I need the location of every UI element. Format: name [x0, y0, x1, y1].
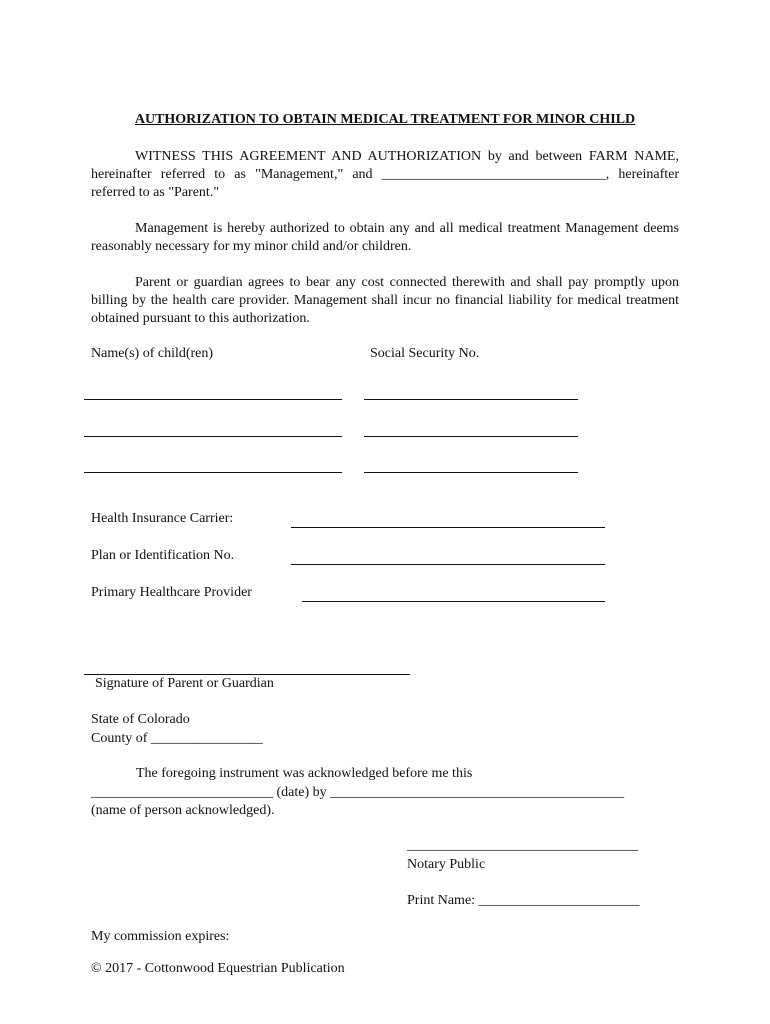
- ssn-line-3[interactable]: [364, 472, 578, 473]
- ssn-line-1[interactable]: [364, 399, 578, 400]
- ssn-label: Social Security No.: [370, 346, 480, 361]
- notary-signature-line: _________________________________: [407, 838, 638, 853]
- acknowledgment-line-3: (name of person acknowledged).: [91, 803, 275, 818]
- signature-label: Signature of Parent or Guardian: [95, 676, 274, 691]
- print-name-line: Print Name: _______________________: [407, 893, 640, 908]
- witness-paragraph: [91, 148, 679, 202]
- insurance-carrier-label: Health Insurance Carrier:: [91, 511, 234, 526]
- acknowledgment-line-2: __________________________ (date) by __________________________________________: [91, 785, 625, 800]
- child-name-line-3[interactable]: [84, 472, 342, 473]
- healthcare-provider-label: Primary Healthcare Provider: [91, 585, 252, 600]
- acknowledgment-line-1: The foregoing instrument was acknowledged before me this: [136, 766, 473, 781]
- notary-public-label: Notary Public: [407, 857, 486, 872]
- child-name-line-2[interactable]: [84, 436, 342, 437]
- insurance-carrier-line[interactable]: [291, 527, 605, 528]
- county-line: County of ________________: [91, 731, 263, 746]
- child-name-line-1[interactable]: [84, 399, 342, 400]
- document-title: AUTHORIZATION TO OBTAIN MEDICAL TREATMENT FOR MINOR CHILD: [134, 112, 636, 127]
- plan-id-label: Plan or Identification No.: [91, 548, 235, 563]
- authorization-paragraph: [91, 220, 679, 256]
- authorization-text: Management is hereby authorized to obtain any and all medical treatment Management deems reasonably necessary for my minor child and/or children.: [91, 221, 679, 254]
- witness-text: WITNESS THIS AGREEMENT AND AUTHORIZATION by and between FARM NAME, hereinafter referred to as "Management," and ________________________________, hereinafter referred to as "Parent.": [91, 149, 679, 200]
- healthcare-provider-line[interactable]: [302, 601, 605, 602]
- state-line: State of Colorado: [91, 712, 190, 727]
- cost-text: Parent or guardian agrees to bear any cost connected therewith and shall pay promptly upon billing by the health care provider. Management shall incur no financial liability for medical treatment obtained pursuant to this authorization.: [91, 275, 679, 326]
- copyright-footer: © 2017 - Cottonwood Equestrian Publication: [91, 961, 345, 976]
- child-name-label: Name(s) of child(ren): [91, 346, 214, 361]
- plan-id-line[interactable]: [291, 564, 605, 565]
- commission-expires-label: My commission expires:: [91, 929, 230, 944]
- signature-line[interactable]: [84, 674, 410, 675]
- ssn-line-2[interactable]: [364, 436, 578, 437]
- cost-paragraph: [91, 274, 679, 328]
